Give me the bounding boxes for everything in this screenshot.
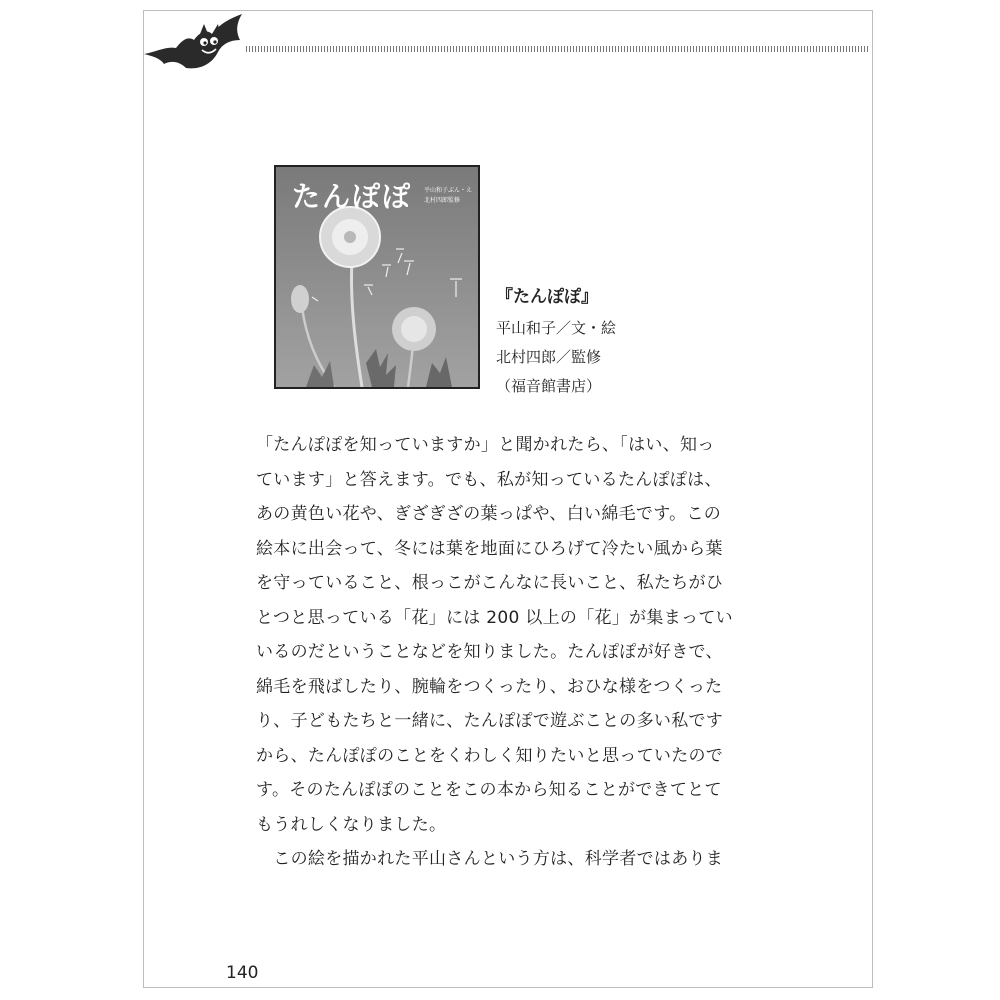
book-info — [496, 284, 616, 401]
book-supervisor: 北村四郎／監修 — [496, 348, 602, 366]
body-line: あの黄色い花や、ぎざぎざの葉っぱや、白い綿毛です。この — [256, 504, 722, 524]
body-line: から、たんぽぽのことをくわしく知りたいと思っていたので — [256, 745, 724, 766]
page-number: 140 — [226, 963, 259, 983]
body-line: この絵を描かれた平山さんという方は、科学者ではありま — [256, 849, 724, 869]
body-line: を守っていること、根っこがこんなに長いこと、私たちがひ — [256, 573, 724, 593]
body-line: 「たんぽぽを知っていますか」と聞かれたら、「はい、知っ — [256, 435, 715, 455]
bat-icon — [142, 12, 246, 72]
body-line: ています」と答えます。でも、私が知っているたんぽぽは、 — [256, 469, 722, 490]
body-line: 綿毛を飛ばしたり、腕輪をつくったり、おひな様をつくった — [256, 676, 723, 697]
cover-title: たんぽぽ — [292, 180, 413, 213]
book-title: 『たんぽぽ』 — [496, 287, 598, 307]
book-cover-image — [274, 165, 480, 389]
cover-credit-supervisor: 北村四郎監修 — [424, 197, 461, 204]
body-line: 絵本に出会って、冬には葉を地面にひろげて冷たい風から葉 — [256, 538, 723, 559]
body-line: り、子どもたちと一緒に、たんぽぽで遊ぶことの多い私です — [256, 711, 724, 731]
body-line: いるのだということなどを知りました。たんぽぽが好きで、 — [256, 642, 723, 662]
body-text — [256, 428, 756, 877]
body-line: す。そのたんぽぽのことをこの本から知ることができてとて — [256, 780, 722, 800]
header-rule — [246, 46, 870, 52]
cover-credit-author: 平山和子ぶん・え — [424, 187, 473, 194]
book-publisher: （福音館書店） — [496, 377, 602, 395]
book-author: 平山和子／文・絵 — [496, 319, 617, 337]
body-line: とつと思っている「花」には 200 以上の「花」が集まってい — [256, 607, 733, 628]
body-line: もうれしくなりました。 — [256, 814, 447, 835]
